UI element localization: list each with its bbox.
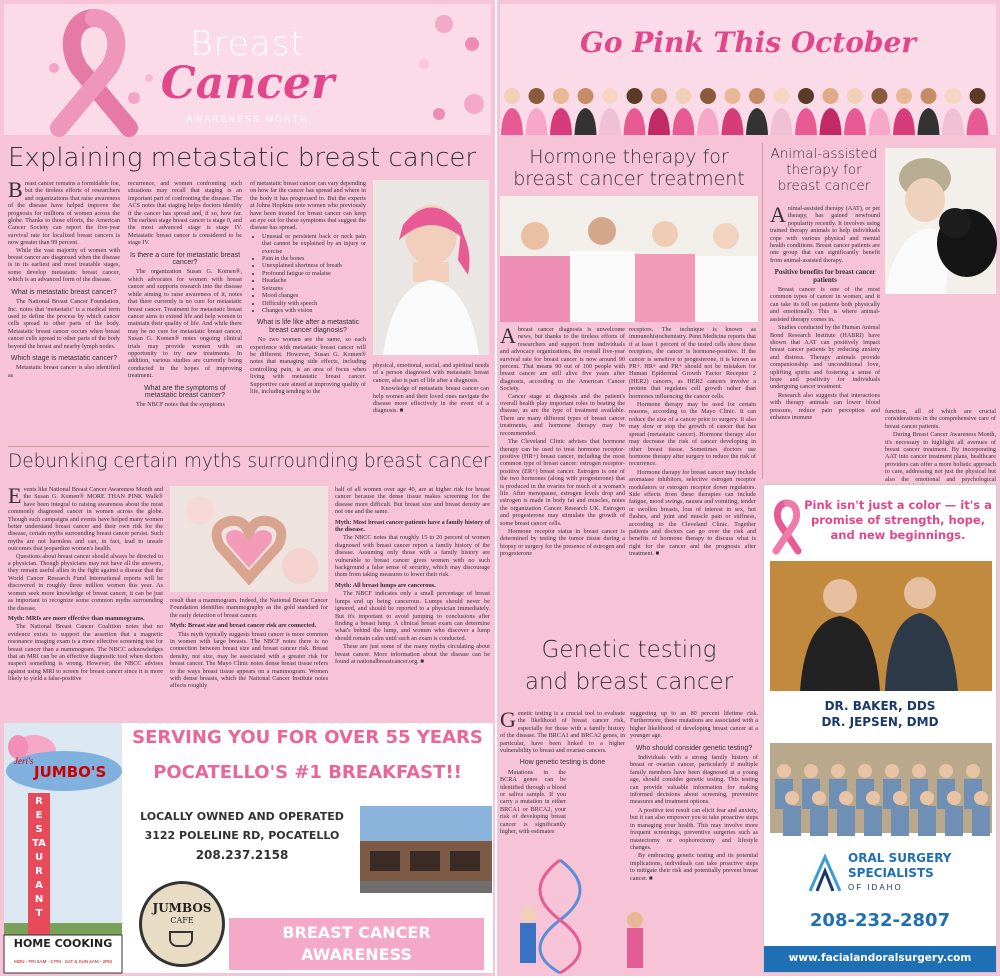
woman-figure-icon [673, 88, 695, 135]
photo-jumbos-building [360, 806, 492, 893]
diverse-women-illustration [500, 78, 996, 135]
staff-member-icon [864, 791, 882, 836]
jumbos-ad [4, 723, 493, 973]
symptom-item: • Seizures [262, 285, 366, 292]
article5-p2: Mutations in the BCRA genes can be identified through a blood or saliva sample. If you carry a mutation in either BRCA1 or BRCA2, your risk of developing breast cancer is significantly higher, with estimates [500, 768, 566, 836]
woman-figure-icon [722, 88, 744, 135]
article3-c2-p2: Hormone therapy may be used for certain reasons, according to the Mayo Clinic. It can reduce the size of a cancer prior to surgery. It also may slow or stop the growth of cancer that has spread (metastatic cancer). Hormone therapy also may decrease the risk of cancer developing in other breast tissue. Sometimes doctors use hormone therapy after surgery to reduce the risk of recurrence. [629, 401, 756, 468]
article4-p4: Research also suggests that interactions with therapy animals can lower blood pressure, reduce pain perception and enhance immune [770, 391, 880, 421]
drop-cap: B [8, 177, 23, 202]
pink-ribbon-icon [772, 499, 802, 554]
article1-p2: While the vast majority of women with breast cancer are diagnosed when the disease is in its earliest and most treatable stages, some develop metastatic breast cancer, which is an advanced form of the disease. [8, 246, 120, 284]
photo-woman-dog [885, 148, 996, 294]
symptom-item: • Unusual or persistent back or neck pain that cannot be explained by an injury or exercise [262, 233, 366, 255]
woman-figure-icon [918, 88, 940, 135]
article5-c2-p2: Individuals with a strong family history of breast or ovarian cancer, particularly if multiple family members have been diagnosed at a young age, should consider genetic testing. This testing can provide valuable information for making informed decisions about screening, preventive measures and treatment options. [630, 754, 758, 806]
symptom-item: • Mood changes [262, 292, 366, 299]
article1-c3-p1: of metastatic breast cancer can vary depending on how far the cancer has spread and where in the body it has progressed to. But the experts at Johns Hopkins note women who previously have been treated for breast cancer can keep an eye out for these symptoms that suggest the disease has spread. [250, 180, 366, 232]
article1-c2-p3: The NBCF notes that the symptoms [136, 401, 225, 409]
article2-c3-p2: The NBCC notes that roughly 15 to 20 percent of women diagnosed with breast cancer report a family history of the disease. Assuming only those with a family history are vulnerable to breast cancer gives women with no such background a false sense of security, which may discourage them from taking measures to lower their risk. [335, 534, 490, 579]
two-doctors-illustration [770, 561, 992, 691]
drop-cap: A [770, 202, 786, 227]
article2-column2 [170, 597, 328, 718]
article1-subhead-which: Which stage is metastatic cancer? [10, 354, 118, 362]
staff-member-icon [891, 791, 909, 836]
oral-brand2: SPECIALISTS [848, 866, 934, 880]
oral-tagline: Pink isn't just a color — it's a promise of strength, hope, and new beginnings. [804, 498, 992, 542]
jumbos-headline1: SERVING YOU FOR OVER 55 YEARS [132, 727, 483, 748]
jumbos-sign [4, 723, 122, 973]
jumbos-local: LOCALLY OWNED AND OPERATED [140, 810, 344, 823]
drop-cap: E [8, 483, 22, 508]
jumbos-logo-bottom: CAFE [170, 916, 194, 925]
oral-surgery-ad [763, 484, 997, 973]
jumbos-phone: 208.237.2158 [195, 848, 289, 862]
staff-member-icon [945, 791, 963, 836]
article1-subhead-symptoms: What are the symptoms of metastatic breast cancer? [144, 384, 226, 399]
symptom-item: • Difficulty with speech [262, 300, 366, 307]
article1-c2-p1: recurrence, and women confronting such situations may recall that staging is an important part of confronting the disease. The ACS notes that staging helps doctors identify if the cancer has spread and, if so, how far. The earliest stage breast cancer is stage 0, and the most advanced stage is stage IV. Metastatic breast cancer is considered to be stage IV. [128, 180, 242, 247]
go-pink-banner [500, 4, 996, 135]
article1-subhead-cure: Is there a cure for metastatic breast cancer? [129, 251, 241, 267]
article5-column1 [500, 707, 625, 858]
woman-figure-icon [624, 88, 646, 135]
article4-column1 [770, 202, 880, 477]
article5-subhead-who: Who should consider genetic testing? [635, 744, 753, 752]
drop-cap: G [500, 707, 516, 732]
article5-p1: enetic testing is a crucial tool to evaluate the likelihood of breast cancer risk, especially for those with a family history of the disease. The BRCA1 and BRCA2 genes, in particular, have been linked to a higher vulnerability to breast and ovarian cancers. [500, 710, 625, 755]
woman-figure-icon [795, 88, 817, 135]
article2-c3-p1: half of all women over age 40, are at higher risk for breast cancer because the dense tissue makes screening for the disease more difficult. But breast size and breast density are not one and the same. [335, 486, 490, 516]
article4-p3: Studies conducted by the Human Animal Bond Research Institute (HABRI) have shown that AAT can positively impact breast cancer patients by reducing anxiety and distress. Therapy animals provide companionship and unconditional love, uplifting spirits and fostering a sense of hope and positivity for individuals undergoing cancer treatment. [770, 324, 880, 391]
article1-column3 [250, 180, 366, 442]
article1-column2 [128, 180, 242, 442]
oral-brand3: OF IDAHO [848, 883, 903, 892]
article2-p1: vents like National Breast Cancer Awareness Month and the Susan G. Komen® MORE THAN PINK Walk® have been integral to raising awareness about the most commonly diagnosed cancer in women across the globe. Though such campaigns and events have helped many women better understand breast cancer and their own risk for the disease, certain myths surrounding breast cancer persist. Such myths are not harmless and can, in fact, lead to unsafe outcomes that jeopardize women's health. [8, 486, 163, 553]
restaurant-building-illustration [360, 806, 492, 893]
oral-phone: 208-232-2807 [809, 910, 951, 931]
woman-figure-icon [697, 88, 719, 135]
woman-figure-icon [746, 88, 768, 135]
woman-figure-icon [501, 88, 523, 135]
masthead-breast-cancer [4, 4, 491, 135]
woman-figure-icon [869, 88, 891, 135]
article1-p4: Metastatic breast cancer is also identified as [8, 364, 120, 379]
woman-figure-icon [771, 88, 793, 135]
woman-figure-icon [967, 88, 989, 135]
article2-column3 [335, 486, 490, 718]
genetic-title-line2: and breast cancer [524, 669, 734, 695]
article5-c2-p4: By embracing genetic testing and its potential implications, individuals can take proactive steps to mitigate their risk and potentially prevent breast cancer. ■ [630, 852, 758, 882]
article-title-hormone-text: Hormone therapy for breast cancer treatment [513, 146, 745, 190]
jumbos-address: 3122 POLELINE RD, POCATELLO [144, 829, 340, 842]
sign-hours: MON - FRI 6AM - 3 PM · SAT & SUN 6AM - 2PM [14, 959, 112, 964]
women-in-pink-illustration [500, 196, 758, 322]
article2-c3-p3: The NBCF indicates only a small percentage of breast lumps end up being cancerous. Lumps should never be ignored, and should be reported to a physician immediately. But it's important to avoid jumping to conclusions after finding a breast lump. A clinical breast exam can determine what's behind the lump, and women who discover a lump should remain calm until such an exam is conducted. [335, 590, 490, 642]
woman-figure-icon [893, 88, 915, 135]
article-title-hormone [500, 146, 758, 190]
staff-member-icon [918, 791, 936, 836]
article3-p3: The Cleveland Clinic advises that hormone therapy can be used to treat hormone receptor-positive (HR+) breast cancer, including the most common type of breast cancer: estrogen receptor-positive (ER+) breast cancer. Estrogen is one of the two hormones (along with progesterone) that is produced in the ovaries for much of a woman's life. After menopause, estrogen levels drop and estrogen is made in body fat and muscles, notes the organization Cancer Research UK. Estrogen and progesterone may stimulate the growth of some breast cancer cells. [500, 438, 625, 527]
article2-p2: Questions about breast cancer should always be directed to a physician. Though physicians may not have all the answers, they remain useful allies in the fight against a disease that the World Cancer Research Fund International reports will be discovered in roughly three million women this year. As women seek more knowledge of breast cancer, it can be just as important to recognize some common myths surrounding the disease. [8, 552, 163, 612]
go-pink-title: Go Pink This October [579, 26, 917, 59]
symptom-item: • Changes with vision [262, 307, 366, 314]
symptom-item: • Pain in the bones [262, 255, 366, 262]
article3-column2 [629, 326, 756, 644]
staff-member-icon [837, 791, 855, 836]
heart-hands-illustration [170, 486, 328, 592]
woman-with-dog-illustration [885, 148, 996, 294]
staff-member-icon [810, 791, 828, 836]
article4-c2-p2: During Breast Cancer Awareness Month, it's necessary to highlight all avenues of breast cancer treatment. By incorporating AAT into cancer treatment plans, healthcare providers can offer a more holistic approach to care, addressing not just the physical but also the emotional and psychological [885, 431, 996, 483]
article4-p1: nimal-assisted therapy (AAT), or pet therapy, has gained newfound popularity recently. It involves using trained therapy animals to help individuals cope with various physical and mental health conditions. Breast cancer patients are one group that can significantly benefit from animal-assisted therapy. [770, 205, 880, 264]
staff-member-icon [783, 791, 801, 836]
article-title-myths: Debunking certain myths surrounding breast cancer [8, 451, 491, 472]
photo-doctors [770, 561, 992, 691]
divider [8, 446, 489, 447]
oral-website: www.facialandoralsurgery.com [788, 952, 972, 964]
jumbos-headline2: POCATELLO'S #1 BREAKFAST!! [153, 762, 462, 783]
awareness-line1: BREAST CANCER [282, 923, 431, 942]
staff-group-illustration [770, 743, 992, 833]
woman-headscarf-illustration [373, 180, 489, 355]
photo-pink-women [500, 196, 758, 322]
symptom-item: • Profound fatigue or malaise [262, 270, 366, 277]
sign-jumbos: JUMBO'S [34, 763, 107, 781]
article-title-genetic [500, 634, 758, 698]
sign-restaurant: RESTAURANT [32, 796, 46, 919]
article2-p3: The National Breast Cancer Coalition notes that no evidence exists to support the assertion that a magnetic resonance imaging exam is a more effective screening test for breast cancer than a mammogram. The NBCC acknowledges that an MRI can be an effective diagnostic tool when doctors suspect something is wrong. However, the NBCC advises against using MRI to screen for breast cancer since it is more likely to yield a false-positive [8, 623, 163, 683]
article1-p3: The National Breast Cancer Foundation, Inc. notes that 'metastatic' is a medical term used to define the process by which cancer cells spread to other parts of the body. Metastatic breast cancer occurs when breast cancer cells spread to other parts of the body beyond the breast and nearby lymph nodes. [8, 298, 120, 350]
article2-myth-size: Myth: Breast size and breast cancer risk are connected. [170, 622, 317, 630]
article2-myth-family: Myth: Most breast cancer patients have a family history of the disease. [335, 518, 490, 534]
drop-cap: A [500, 323, 516, 348]
column-divider [762, 143, 763, 479]
article4-column2 [885, 408, 996, 483]
article2-c2-p1: result than a mammogram. Indeed, the National Breast Cancer Foundation identifies mammography as the gold standard for the early detection of breast cancer. [170, 597, 328, 619]
article3-p1: breast cancer diagnosis is unwelcome news, but thanks to the tireless efforts of researchers and support from individuals and advocacy organizations, the overall five-year survival rate for breast cancer is now around 90 percent. That means 90 out of 100 people with breast cancer are still alive five years after diagnosis, according to the American Cancer Society. [500, 326, 625, 393]
article-title-metastatic: Explaining metastatic breast cancer [8, 143, 477, 173]
woman-figure-icon [648, 88, 670, 135]
article5-c2-p3: A positive test result can elicit fear and anxiety, but it can also empower you to take proactive steps in managing your health. This may involve more frequent screenings, preventive surgeries such as mastectomy or oophorectomy and lifestyle changes. [630, 806, 758, 851]
article1-c2-p2: The organization Susan G. Komen®, which advocates for women with breast cancer and supports research into the disease while aiming to raise awareness of it, notes that there currently is no cure for metastatic breast cancer. Treatment for metastatic breast cancer aims to extend life and help women to maintain their quality of life. And while there may be no cure for metastatic breast cancer, Susan G. Komen® notes ongoing clinical trials may provide women with an opportunity to try new treatments. In addition, various studies are currently being conducted in the hopes of improving treatment. [128, 268, 242, 380]
article2-myth-lumps: Myth: All breast lumps are cancerous. [335, 581, 436, 589]
article2-c2-p2: This myth typically suggests breast cancer is more common in women with large breasts. The NBCF notes there is no connection between breast size and breast cancer risk. Breast density, not size, may be associated with a greater risk for breast cancer. The Mayo Clinic notes dense breast tissue refers to the ways breast tissue appears on a mammogram. Women with dense breasts, which the National Cancer Institute notes affects roughly [170, 630, 328, 690]
article1-c4-p2: Knowledge of metastatic breast cancer can help women and their loved ones navigate the disease more effectively in the event of a diagnosis. ■ [373, 385, 489, 415]
article1-p1: reast cancer remains a formidable foe, but the tireless efforts of researchers and organizations that raise awareness of the disease have helped improve the prognosis for millions of women across the globe. Thanks to those efforts, the American Cancer Society can report the five-year survival rate for localized breast cancers is now greater than 99 percent. [8, 180, 120, 247]
symptom-item: • Headache [262, 277, 366, 284]
awareness-line2: AWARENESS [301, 945, 412, 964]
article3-column1 [500, 323, 625, 644]
article2-column1 [8, 483, 163, 718]
woman-figure-icon [820, 88, 842, 135]
article3-c2-p1: receptors. The technique is known as immunohistochemistry. Penn Medicine reports that if at least 1 percent of the tested cells show these receptors, the cancer is hormone-positive. If the cancer is sensitive to progesterone, it is known as PR+. HR+ and PR+ should not be mistaken for Human Epidermal Growth Factor Receptor 2 (HER2) cancers, as HER2 cancers involve a protein that regulates cell growth rather than hormones influencing the cancer cells. [629, 326, 756, 400]
article1-c4-p1: physical, emotional, social, and spiritual needs of a person diagnosed with metastatic breast cancer, also is part of life after a diagnosis. [373, 362, 489, 384]
oral-doctor2: DR. JEPSEN, DMD [821, 715, 939, 729]
article1-subhead-what: What is metastatic breast cancer? [11, 288, 117, 296]
article5-subhead-how: How genetic testing is done [519, 759, 606, 767]
masthead-word-cancer: Cancer [160, 58, 335, 109]
staff-member-icon [972, 791, 990, 836]
jumbos-logo-top: JUMBOS [152, 901, 212, 915]
symptom-list [262, 233, 366, 314]
article1-column4 [373, 362, 489, 442]
article4-subhead-benefits: Positive benefits for breast cancer patients [774, 268, 876, 284]
woman-figure-icon [526, 88, 548, 135]
article4-c2-p1: function, all of which are crucial considerations in the comprehensive care of breast cancer patients. [885, 408, 996, 430]
article1-c3-p2: No two women are the same, so each experience with metastatic breast cancer will be different. However, Susan G. Komen® notes that managing side effects, including controlling pain, is an area of focus when living with metastatic breast cancer. Supportive care aimed at improving quality of life, including tending to the [250, 336, 366, 395]
article4-p2: Breast cancer is one of the most common types of cancer in women, and it can take its toll on patients both physically and emotionally. This is where animal-assisted therapy comes in. [770, 286, 880, 323]
photo-heart-hands [170, 486, 328, 592]
article2-myth-mri: Myth: MRIs are more effective than mammograms. [8, 614, 145, 622]
article1-column1 [8, 177, 120, 442]
article-title-animal-text: Animal-assisted therapy for breast cancer [770, 146, 878, 194]
coffee-cup-icon [169, 931, 193, 947]
woman-figure-icon [844, 88, 866, 135]
sign-jeris: Jeri's [14, 756, 34, 766]
oral-surgery-logo-icon [808, 853, 842, 893]
symptom-item: • Unexplained shortness of breath [262, 262, 366, 269]
woman-figure-icon [550, 88, 572, 135]
sign-home-cooking: HOME COOKING [13, 937, 113, 950]
woman-figure-icon [599, 88, 621, 135]
oral-brand1: ORAL SURGERY [848, 851, 952, 865]
oral-doctor1: DR. BAKER, DDS [824, 699, 936, 713]
article3-p4: Hormone receptor status in breast cancer is determined by testing the tumor tissue during a biopsy or surgery for the presence of estrogen and progesterone [500, 527, 625, 558]
masthead-awareness-month: AWARENESS MONTH [186, 114, 309, 124]
photo-staff [770, 743, 992, 833]
masthead-word-breast: Breast [190, 24, 305, 64]
genetic-title-line1: Genetic testing [541, 637, 717, 663]
article-title-animal [766, 146, 882, 194]
article3-p2: Cancer stage at diagnosis and the patient's overall health play important roles in beating the disease, as are the type of treatment available. There are many different types of breast cancer treatments, and hormone therapy may be recommended. [500, 392, 625, 437]
article3-c2-p3: Hormone therapy for breast cancer may include aromatase inhibitors, selective estrogen receptor modulators or estrogen receptor down regulators. Side effects from these therapies can include fatigue, mood swings, nausea and vomiting, tender or swollen breasts, loss of interest in sex, hot flashes, and joint and muscle pain or stiffness, according to the Cleveland Clinic. Together patients and doctors can go over the risk and benefits of hormone therapy to discuss what is right for the cancer and the prognosis after treatment. ■ [629, 468, 756, 558]
article5-column2 [630, 710, 758, 974]
woman-figure-icon [575, 88, 597, 135]
article2-c3-p4: These are just some of the many myths circulating about breast cancer. More information about the disease can be found at nationalbreastcancer.org. ■ [335, 643, 490, 665]
article1-subhead-life: What is life like after a metastatic breast cancer diagnosis? [256, 319, 360, 334]
woman-figure-icon [942, 88, 964, 135]
photo-woman-headscarf [373, 180, 489, 355]
article5-c2-p1: suggesting up to an 80 percent lifetime risk. Furthermore, these mutations are associated with a higher likelihood of developing breast cancer at a younger age. [630, 710, 758, 740]
